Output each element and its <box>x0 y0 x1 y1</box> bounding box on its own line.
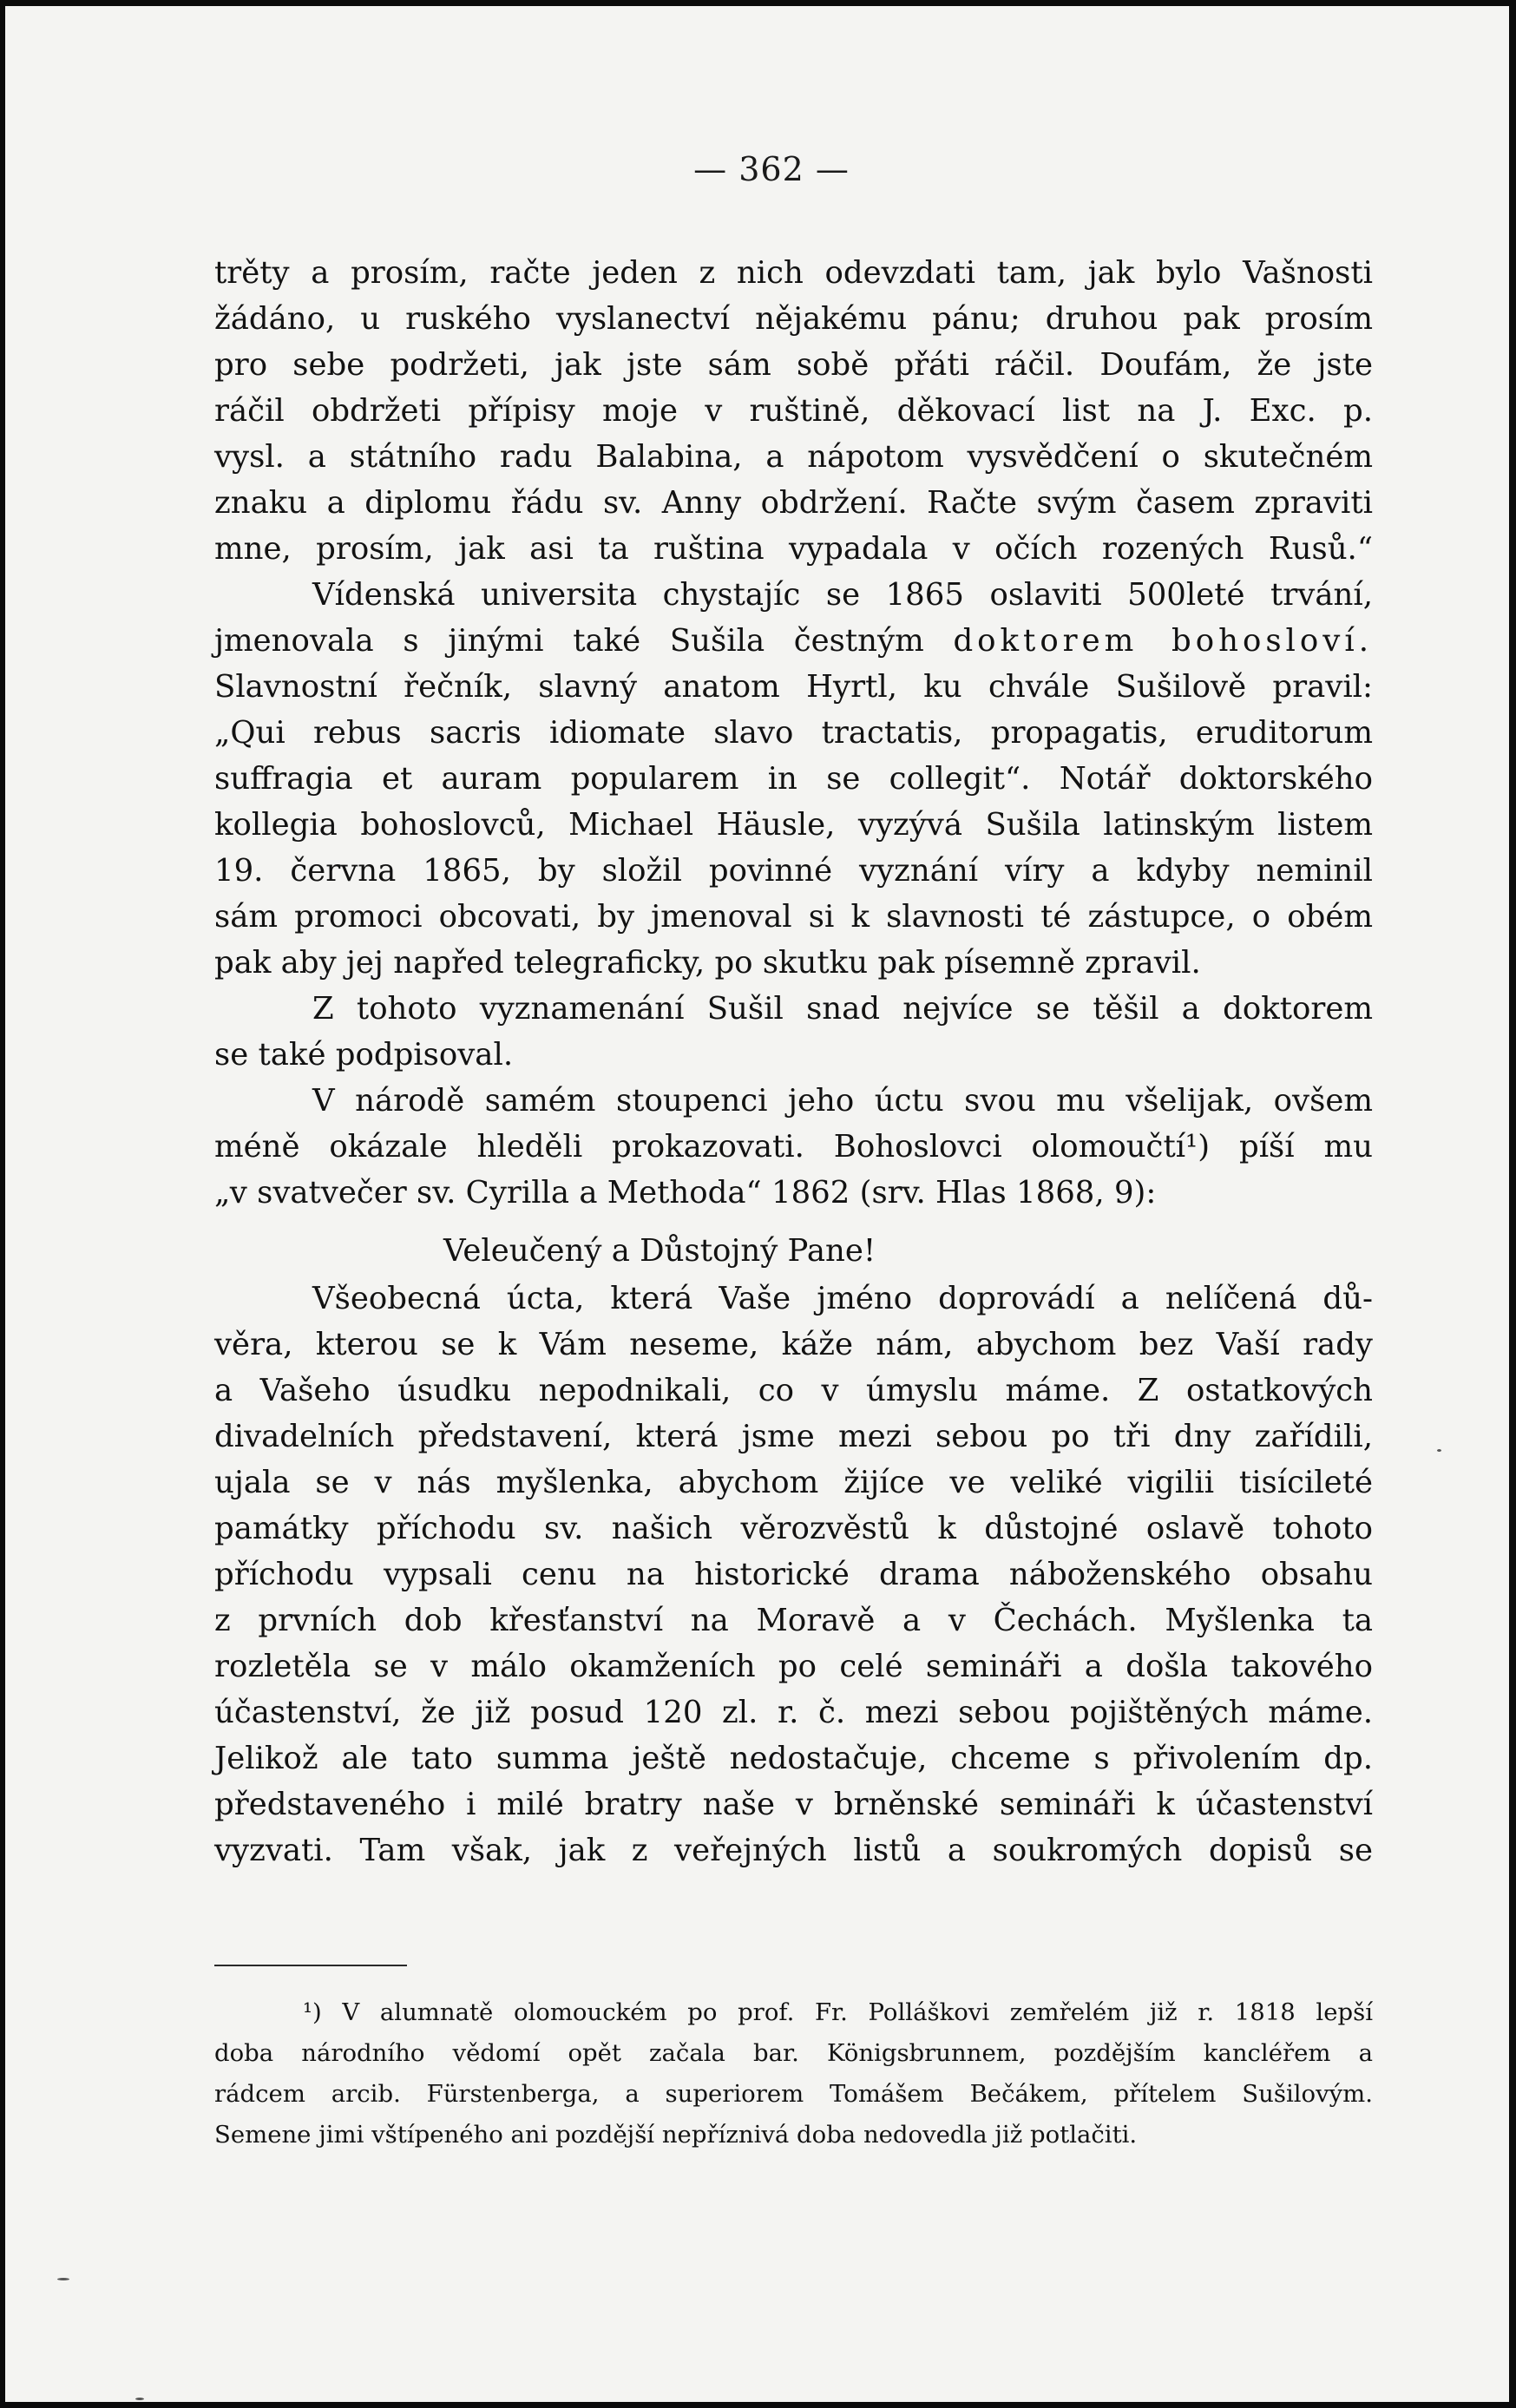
text-line: památky příchodu sv. našich věrozvěstů k důstojné oslavě tohoto <box>214 1511 1373 1546</box>
spaced-emphasis: doktorem bohosloví. <box>953 623 1373 659</box>
text-line: rozletěla se v málo okamženích po celé semináři a došla takového <box>214 1649 1373 1684</box>
text-line: znaku a diplomu řádu sv. Anny obdržení. Račte svým časem zpraviti <box>214 485 1373 521</box>
text-line: a Vašeho úsudku nepodnikali, co v úmyslu máme. Z ostatkových <box>214 1373 1373 1408</box>
text-line: účastenství, že již posud 120 zl. r. č. mezi sebou pojištěných máme. <box>214 1695 1373 1730</box>
text-line: příchodu vypsali cenu na historické drama náboženského obsahu <box>214 1557 1373 1592</box>
text-line: „Qui rebus sacris idiomate slavo tractatis, propagatis, eruditorum <box>214 715 1373 751</box>
text-line-spaced <box>214 622 1373 660</box>
text-line: méně okázale hleděli prokazovati. Bohoslovci olomoučtí¹) píší mu <box>214 1129 1373 1165</box>
footnote-separator <box>214 1965 407 1966</box>
text-line: Vídenská universita chystajíc se 1865 oslaviti 500leté trvání, <box>312 577 1373 613</box>
text-line: suffragia et auram popularem in se collegit“. Notář doktorského <box>214 761 1373 797</box>
text-line: 19. června 1865, by složil povinné vyznání víry a kdyby neminil <box>214 853 1373 889</box>
text-line: ujala se v nás myšlenka, abychom žijíce ve veliké vigilii tisícileté <box>214 1465 1373 1500</box>
text-line: kollegia bohoslovců, Michael Häusle, vyzývá Sušila latinským listem <box>214 807 1373 843</box>
text-line: pro sebe podržeti, jak jste sám sobě přáti ráčil. Doufám, že jste <box>214 347 1373 383</box>
text-line: vyzvati. Tam však, jak z veřejných listů a soukromých dopisů se <box>214 1833 1373 1868</box>
footnote-line: Semene jimi vštípeného ani pozdější nepříznivá doba nedovedla již potlačiti. <box>214 2121 1138 2149</box>
text-line: divadelních představení, která jsme mezi sebou po tři dny zařídili, <box>214 1419 1373 1454</box>
book-page <box>5 6 1509 2402</box>
text-line: pak aby jej napřed telegraficky, po skutku pak písemně zpravil. <box>214 945 1201 981</box>
text-line: Jelikož ale tato summa ještě nedostačuje, chceme s přivolením dp. <box>214 1741 1373 1776</box>
text-line: sám promoci obcovati, by jmenoval si k slavnosti té zástupce, o obém <box>214 899 1373 935</box>
text-segment: jmenovala s jinými také Sušila čestným <box>214 623 924 659</box>
text-line: mne, prosím, jak asi ta ruština vypadala v očích rozených Rusů.“ <box>214 531 1373 567</box>
text-line: ráčil obdržeti přípisy moje v ruštině, děkovací list na J. Exc. p. <box>214 393 1373 429</box>
letter-salutation: Veleučený a Důstojný Pane! <box>443 1233 876 1269</box>
text-line: představeného i milé bratry naše v brněnské semináři k účastenství <box>214 1787 1373 1822</box>
text-line: trěty a prosím, račte jeden z nich odevzdati tam, jak bylo Vašnosti <box>214 255 1373 291</box>
text-line: z prvních dob křesťanství na Moravě a v Čechách. Myšlenka ta <box>214 1603 1373 1638</box>
text-line: vysl. a státního radu Balabina, a nápotom vysvědčení o skutečném <box>214 439 1373 475</box>
footnote-line: doba národního vědomí opět začala bar. Königsbrunnem, pozdějším kancléřem a <box>214 2039 1373 2067</box>
scan-speck <box>1437 1449 1441 1452</box>
footnote-line: ¹) V alumnatě olomouckém po prof. Fr. Polláškovi zemřelém již r. 1818 lepší <box>303 1998 1373 2026</box>
text-line: „v svatvečer sv. Cyrilla a Methoda“ 1862 (srv. Hlas 1868, 9): <box>214 1175 1157 1211</box>
text-line: Slavnostní řečník, slavný anatom Hyrtl, ku chvále Sušilově pravil: <box>214 669 1373 705</box>
text-line: žádáno, u ruského vyslanectví nějakému pánu; druhou pak prosím <box>214 301 1373 337</box>
text-line: věra, kterou se k Vám neseme, káže nám, abychom bez Vaší rady <box>214 1327 1373 1362</box>
scan-speck <box>135 2398 144 2400</box>
scan-speck <box>57 2278 69 2280</box>
page-number-text: — 362 — <box>693 150 850 188</box>
footnote-line: rádcem arcib. Fürstenberga, a superiorem Tomášem Bečákem, přítelem Sušilovým. <box>214 2080 1373 2108</box>
text-line: V národě samém stoupenci jeho úctu svou mu všelijak, ovšem <box>312 1083 1373 1119</box>
text-line: Z tohoto vyznamenání Sušil snad nejvíce se těšil a doktorem <box>312 991 1373 1027</box>
text-line: Všeobecná úcta, která Vaše jméno doprovádí a nelíčená dů- <box>312 1281 1373 1316</box>
text-line: se také podpisoval. <box>214 1037 514 1073</box>
